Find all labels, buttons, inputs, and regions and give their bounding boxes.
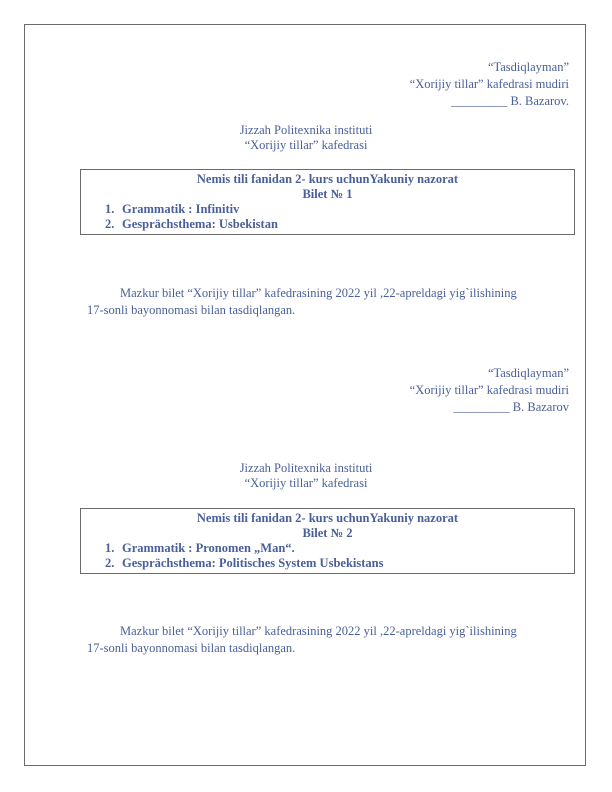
institute-name: Jizzah Politexnika instituti xyxy=(239,123,373,137)
approval-position: “Xorijiy tillar” kafedrasi mudiri xyxy=(409,77,569,91)
ticket-question-list xyxy=(87,202,568,232)
approval-position: “Xorijiy tillar” kafedrasi mudiri xyxy=(409,383,569,397)
question-text: Grammatik : Infinitiv xyxy=(122,202,240,216)
approval-block-2 xyxy=(410,365,569,416)
question-text: Gesprächsthema: Usbekistan xyxy=(122,217,278,231)
ticket-box-2 xyxy=(80,508,575,574)
ticket-question-list xyxy=(87,541,568,571)
approval-note-2 xyxy=(88,623,570,657)
note-line: Mazkur bilet “Xorijiy tillar” kafedrasining 2022 yil ,22-apreldagi yig`ilishining xyxy=(120,624,517,638)
department-name: “Xorijiy tillar” kafedrasi xyxy=(244,476,368,490)
approval-note-1 xyxy=(88,285,570,319)
ticket-question xyxy=(87,556,568,571)
institute-block-1 xyxy=(0,123,612,153)
approval-title: “Tasdiqlayman” xyxy=(487,60,569,74)
question-number: 2. xyxy=(105,217,115,231)
ticket-number: Bilet № 1 xyxy=(302,187,353,201)
department-name: “Xorijiy tillar” kafedrasi xyxy=(244,138,368,152)
ticket-title: Nemis tili fanidan 2- kurs uchunYakuniy nazorat xyxy=(196,511,459,525)
question-number: 2. xyxy=(105,556,115,570)
ticket-question xyxy=(87,217,568,232)
ticket-question xyxy=(87,541,568,556)
approval-signature: _________ B. Bazarov. xyxy=(451,94,569,108)
note-line: Mazkur bilet “Xorijiy tillar” kafedrasining 2022 yil ,22-apreldagi yig`ilishining xyxy=(120,286,517,300)
institute-block-2 xyxy=(0,461,612,491)
approval-signature: _________ B. Bazarov xyxy=(453,400,569,414)
ticket-box-1 xyxy=(80,169,575,235)
note-line: 17-sonli bayonnomasi bilan tasdiqlangan. xyxy=(87,303,296,317)
question-number: 1. xyxy=(105,202,115,216)
approval-title: “Tasdiqlayman” xyxy=(487,366,569,380)
question-text: Gesprächsthema: Politisches System Usbekistans xyxy=(122,556,384,570)
approval-block-1 xyxy=(410,59,569,110)
question-number: 1. xyxy=(105,541,115,555)
ticket-question xyxy=(87,202,568,217)
institute-name: Jizzah Politexnika instituti xyxy=(239,461,373,475)
ticket-number: Bilet № 2 xyxy=(302,526,353,540)
question-text: Grammatik : Pronomen „Man“. xyxy=(122,541,295,555)
note-line: 17-sonli bayonnomasi bilan tasdiqlangan. xyxy=(87,641,296,655)
ticket-title: Nemis tili fanidan 2- kurs uchunYakuniy nazorat xyxy=(196,172,459,186)
